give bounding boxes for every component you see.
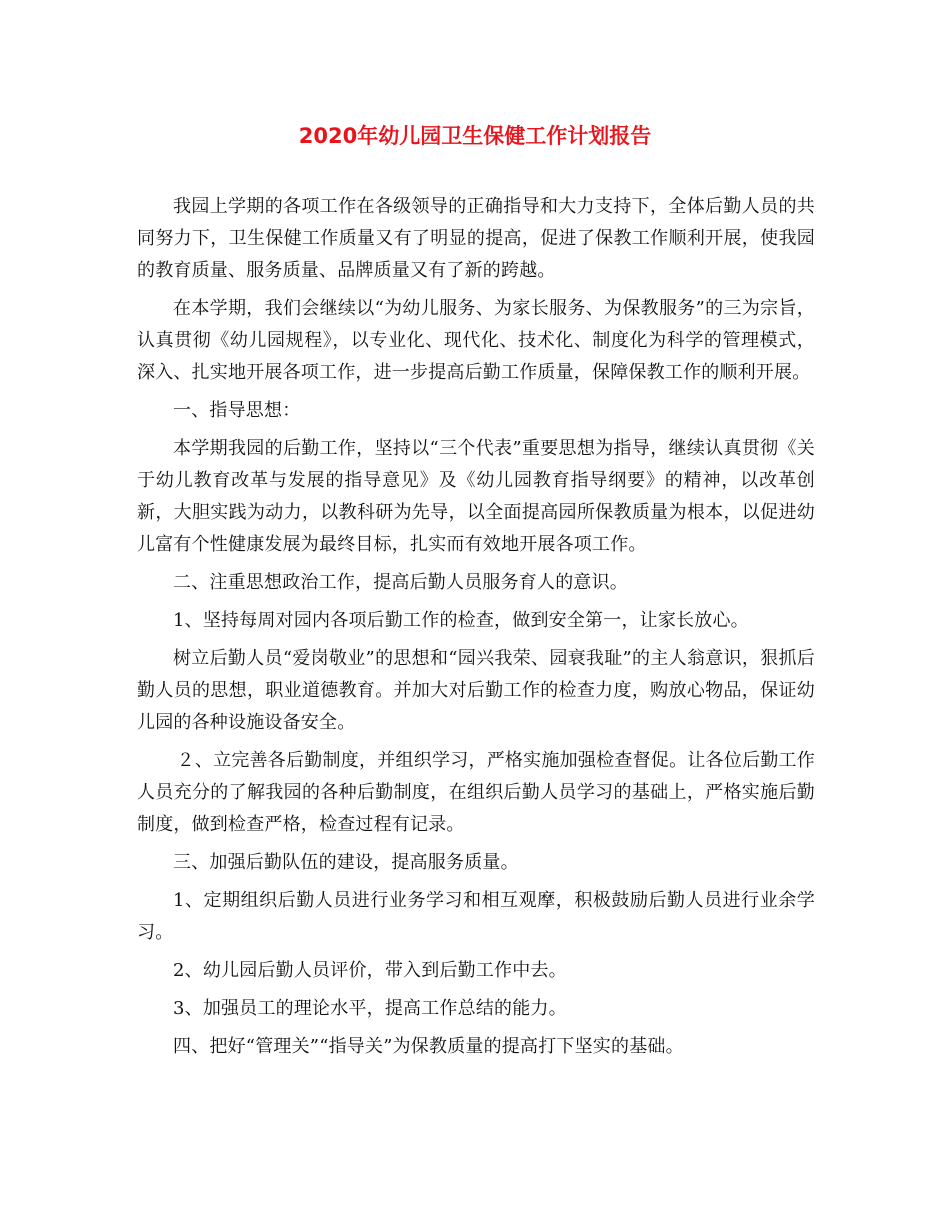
section-heading-2: 二、注重思想政治工作，提高后勤人员服务育人的意识。: [173, 572, 628, 593]
list-item-3-1: 1、定期组织后勤人员进行业务学习和相互观摩，积极鼓励后勤人员进行业余学习。: [137, 890, 815, 943]
list-item-3-2: 2、幼儿园后勤人员评价，带入到后勤工作中去。: [173, 960, 567, 981]
document-title: 2020年幼儿园卫生保健工作计划报告: [298, 124, 652, 148]
list-item-2-2: ２、立完善各后勤制度，并组织学习，严格实施加强检查督促。让各位后勤工作人员充分的了解我园的各种后勤制度，在组织后勤人员学习的基础上，严格实施后勤制度，做到检查严格，检查过程有记录。: [137, 750, 815, 835]
list-item-3-3: 3、加强员工的理论水平，提高工作总结的能力。: [173, 998, 567, 1019]
list-item-2-1: 1、坚持每周对园内各项后勤工作的检查，做到安全第一，让家长放心。: [173, 610, 749, 631]
paragraph-semester-goals: 在本学期，我们会继续以“为幼儿服务、为家长服务、为保教服务”的三为宗旨，认真贯彻《幼儿园规程》，以专业化、现代化、技术化、制度化为科学的管理模式，深入、扎实地开展各项工作，进一步提高后勤工作质量，保障保教工作的顺利开展。: [137, 298, 815, 383]
paragraph-staff-awareness: 树立后勤人员“爱岗敬业”的思想和“园兴我荣、园衰我耻”的主人翁意识，狠抓后勤人员的思想，职业道德教育。并加大对后勤工作的检查力度，购放心物品，保证幼儿园的各种设施设备安全。: [137, 648, 815, 733]
paragraph-guiding-ideas: 本学期我园的后勤工作，坚持以“三个代表”重要思想为指导，继续认真贯彻《关于幼儿教育改革与发展的指导意见》及《幼儿园教育指导纲要》的精神，以改革创新，大胆实践为动力，以教科研为先导，以全面提高园所保教质量为根本，以促进幼儿富有个性健康发展为最终目标，扎实而有效地开展各项工作。: [137, 438, 815, 555]
section-heading-3: 三、加强后勤队伍的建设，提高服务质量。: [173, 852, 519, 873]
section-heading-1: 一、指导思想：: [173, 400, 301, 421]
section-heading-4: 四、把好“管理关”“指导关”为保教质量的提高打下坚实的基础。: [173, 1036, 684, 1057]
paragraph-intro: 我园上学期的各项工作在各级领导的正确指导和大力支持下，全体后勤人员的共同努力下，卫生保健工作质量又有了明显的提高，促进了保教工作顺利开展，使我园的教育质量、服务质量、品牌质量又有了新的跨越。: [137, 196, 815, 281]
document-body: [137, 191, 815, 1069]
